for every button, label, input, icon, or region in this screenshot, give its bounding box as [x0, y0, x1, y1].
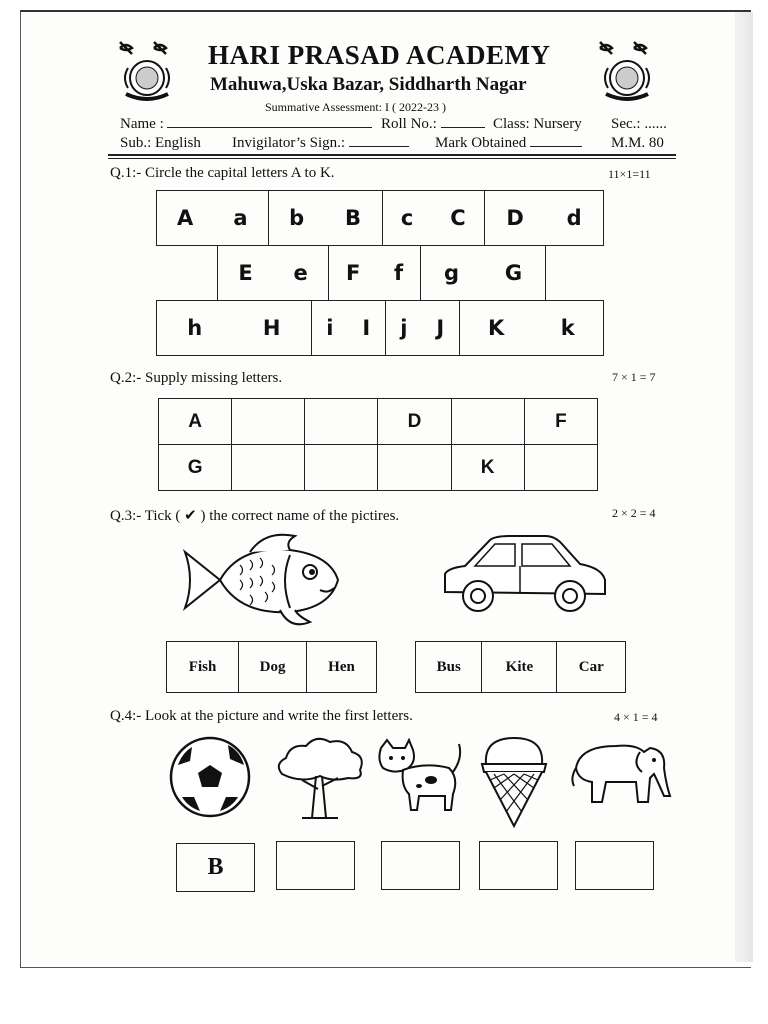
option-hen[interactable]: Hen — [307, 642, 377, 693]
q1-cell — [157, 301, 312, 356]
q2-cell[interactable] — [232, 399, 305, 445]
roll-field[interactable] — [381, 116, 485, 133]
sec-field[interactable] — [611, 116, 667, 133]
ice-cream-image — [478, 734, 550, 828]
letter[interactable]: e — [293, 261, 308, 285]
mark-obtained-field[interactable] — [435, 135, 582, 152]
letter[interactable]: j — [400, 316, 408, 340]
roll-label: Roll No.: — [381, 116, 437, 132]
q2-cell[interactable]: F — [524, 399, 597, 445]
letter[interactable]: H — [262, 316, 281, 340]
q2-table — [158, 398, 598, 491]
q1-text: Q.1:- Circle the capital letters A to K. — [110, 165, 335, 181]
q3-options-right — [415, 641, 626, 693]
letter[interactable]: A — [177, 206, 194, 230]
assessment-label: Summative Assessment: I ( 2022-23 ) — [265, 100, 446, 114]
roll-blank[interactable] — [441, 127, 485, 128]
q2-cell[interactable] — [305, 445, 378, 491]
q1-cell — [485, 191, 604, 246]
letter[interactable]: k — [560, 316, 575, 340]
option-fish[interactable]: Fish — [167, 642, 239, 693]
q2-marks: 7 × 1 = 7 — [612, 370, 656, 384]
ball-image — [168, 735, 252, 819]
q2-cell[interactable]: G — [159, 445, 232, 491]
option-bus[interactable]: Bus — [416, 642, 482, 693]
letter[interactable]: g — [443, 261, 459, 285]
letter[interactable]: h — [187, 316, 203, 340]
q1-marks: 11×1=11 — [608, 167, 651, 181]
letter[interactable]: d — [566, 206, 582, 230]
max-marks-label: M.M. 80 — [611, 135, 664, 151]
q4-answer-box-2[interactable] — [276, 841, 355, 890]
cat-image — [375, 738, 465, 816]
q1-cell — [385, 301, 459, 356]
q2-cell[interactable]: K — [451, 445, 524, 491]
letter[interactable]: c — [400, 206, 414, 230]
letter[interactable]: J — [436, 316, 445, 340]
option-dog[interactable]: Dog — [239, 642, 307, 693]
fish-image — [180, 530, 345, 630]
q1-row2-table — [217, 245, 546, 301]
letter[interactable]: I — [362, 316, 371, 340]
letter[interactable]: E — [238, 261, 253, 285]
q4-answer-box-4[interactable] — [479, 841, 558, 890]
invigilator-blank[interactable] — [349, 146, 409, 147]
q1-row3-table — [156, 300, 604, 356]
q4-answer-box-1[interactable]: B — [176, 843, 255, 892]
q1-cell — [218, 246, 329, 301]
mark-obtained-blank[interactable] — [530, 146, 582, 147]
letter[interactable]: B — [345, 206, 362, 230]
q4-answer-box-3[interactable] — [381, 841, 460, 890]
header-rule-top — [108, 154, 676, 156]
q1-cell — [311, 301, 385, 356]
header-rule-bottom — [108, 158, 676, 159]
letter[interactable]: G — [504, 261, 523, 285]
letter[interactable]: C — [450, 206, 466, 230]
letter[interactable]: D — [506, 206, 524, 230]
q3-options-left — [166, 641, 377, 693]
invigilator-label: Invigilator’s Sign.: — [232, 135, 346, 151]
q4-answer-box-5[interactable] — [575, 841, 654, 890]
q1-cell — [329, 246, 421, 301]
letter[interactable]: b — [289, 206, 305, 230]
q1-cell — [157, 191, 269, 246]
q1-cell — [382, 191, 485, 246]
q3-text: Q.3:- Tick ( ✔ ) the correct name of the pictires. — [110, 508, 400, 524]
school-logo-left — [112, 38, 182, 108]
elephant-image — [566, 738, 676, 808]
sec-dots: ...... — [644, 116, 667, 132]
letter[interactable]: f — [394, 261, 404, 285]
q1-cell — [268, 191, 382, 246]
q1-cell — [459, 301, 603, 356]
q1-cell — [421, 246, 546, 301]
q4-text: Q.4:- Look at the picture and write the first letters. — [110, 708, 413, 724]
name-blank[interactable] — [167, 127, 372, 128]
q2-text: Q.2:- Supply missing letters. — [110, 370, 283, 386]
q3-marks: 2 × 2 = 4 — [612, 506, 656, 520]
q2-cell[interactable] — [232, 445, 305, 491]
subject-label: Sub.: English — [120, 135, 201, 151]
name-field[interactable] — [120, 116, 372, 133]
option-car[interactable]: Car — [557, 642, 626, 693]
q2-cell[interactable] — [378, 445, 451, 491]
option-kite[interactable]: Kite — [482, 642, 557, 693]
q2-cell[interactable]: D — [378, 399, 451, 445]
q1-row1-table — [156, 190, 604, 246]
q4-marks: 4 × 1 = 4 — [614, 710, 658, 724]
tree-image — [272, 734, 367, 822]
school-name: HARI PRASAD ACADEMY — [208, 40, 551, 70]
school-address: Mahuwa,Uska Bazar, Siddharth Nagar — [210, 74, 527, 95]
sec-label: Sec.: — [611, 116, 641, 132]
invigilator-field[interactable] — [232, 135, 409, 152]
school-logo-right — [592, 38, 662, 108]
class-label: Class: Nursery — [493, 116, 582, 132]
letter[interactable]: a — [233, 206, 248, 230]
letter[interactable]: i — [326, 316, 334, 340]
paper-shadow — [735, 12, 753, 962]
q2-cell[interactable] — [524, 445, 597, 491]
name-label: Name : — [120, 116, 164, 132]
letter[interactable]: K — [487, 316, 505, 340]
letter[interactable]: F — [345, 261, 361, 285]
mark-obtained-label: Mark Obtained — [435, 135, 527, 151]
q2-cell[interactable] — [305, 399, 378, 445]
q2-cell[interactable]: A — [159, 399, 232, 445]
car-image — [440, 532, 610, 617]
q2-cell[interactable] — [451, 399, 524, 445]
